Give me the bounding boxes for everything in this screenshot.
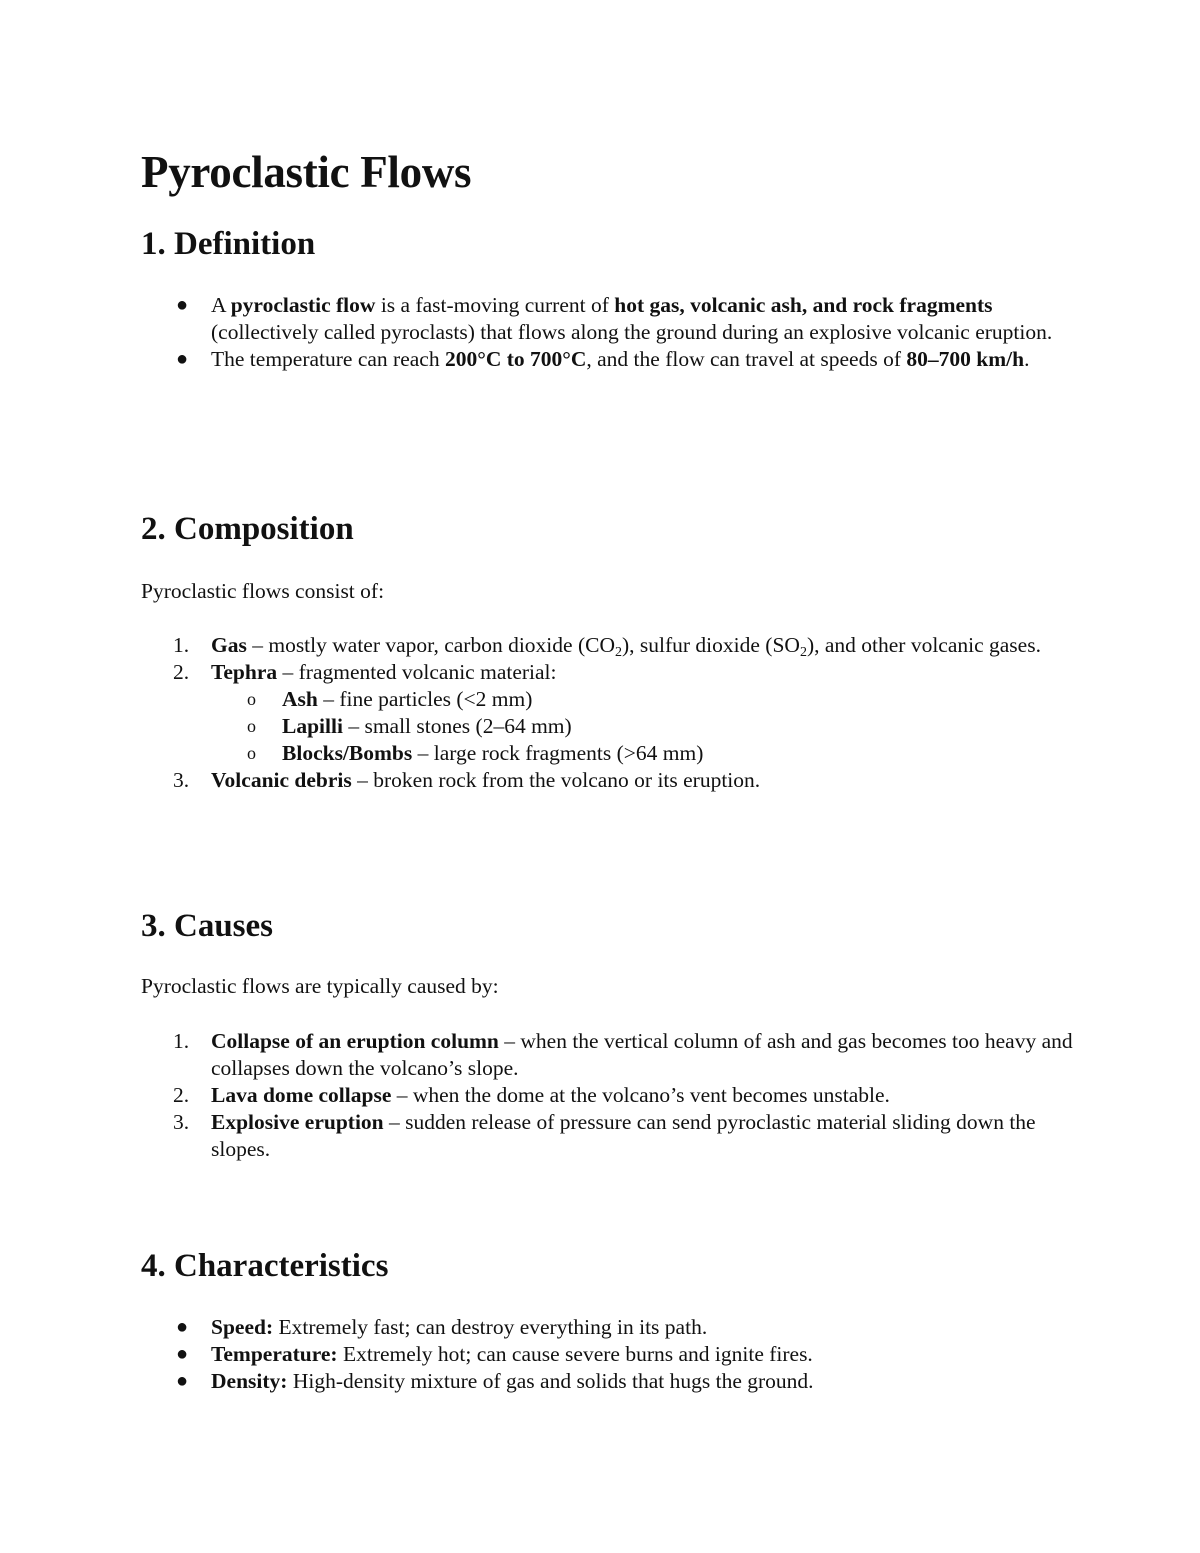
list-item: ● The temperature can reach 200°C to 700°C, and the flow can travel at speeds of 80–700 km/h. <box>176 347 1030 371</box>
list-item: 3. Explosive eruption – sudden release of pressure can send pyroclastic material sliding down the slopes. <box>173 1110 1036 1161</box>
circle-bullet-icon: o <box>247 689 256 709</box>
section-heading-characteristics: 4. Characteristics <box>141 1248 389 1284</box>
page-title: Pyroclastic Flows <box>141 147 472 197</box>
list-item: 1. Gas – mostly water vapor, carbon dioxide $(CO_2)$, sulfur dioxide $(SO_2)$, and other volcanic gases. <box>173 633 1041 660</box>
characteristics-list <box>0 1314 1200 1395</box>
bullet-icon: ● <box>176 1343 189 1365</box>
sub-list-item: o Ash – fine particles (<2 mm) <box>247 687 533 711</box>
list-item: ● Density: High-density mixture of gas and solids that hugs the ground. <box>176 1369 814 1393</box>
bullet-icon: ● <box>176 1316 189 1338</box>
list-item: 2. Tephra – fragmented volcanic material: <box>173 660 557 684</box>
sub-list-item: o Lapilli – small stones (2–64 mm) <box>247 714 572 738</box>
definition-list <box>0 292 1200 373</box>
bullet-icon: ● <box>176 294 189 316</box>
list-item: 2. Lava dome collapse – when the dome at the volcano’s vent becomes unstable. <box>173 1083 890 1107</box>
causes-list <box>0 1028 1200 1163</box>
sub-list-item: o Blocks/Bombs – large rock fragments (>64 mm) <box>247 741 704 765</box>
list-item: 1. Collapse of an eruption column – when the vertical column of ash and gas becomes too heavy and collapses down the volcano’s slope. <box>173 1029 1073 1080</box>
section-heading-definition: 1. Definition <box>141 226 316 262</box>
list-item: ● Temperature: Extremely hot; can cause severe burns and ignite fires. <box>176 1342 813 1366</box>
list-item: ● A pyroclastic flow is a fast-moving current of hot gas, volcanic ash, and rock fragments (collectively called pyroclasts) that flows along the ground during an explosive volcanic eruption. <box>176 293 1053 344</box>
section-heading-causes: 3. Causes <box>141 908 274 944</box>
circle-bullet-icon: o <box>247 743 256 763</box>
bullet-icon: ● <box>176 348 189 370</box>
composition-intro: Pyroclastic flows consist of: <box>141 579 385 603</box>
composition-list <box>0 632 1200 794</box>
list-item: 3. Volcanic debris – broken rock from the volcano or its eruption. <box>173 768 761 792</box>
bullet-icon: ● <box>176 1370 189 1392</box>
causes-intro: Pyroclastic flows are typically caused by: <box>141 974 499 998</box>
circle-bullet-icon: o <box>247 716 256 736</box>
list-item: ● Speed: Extremely fast; can destroy everything in its path. <box>176 1315 708 1339</box>
section-heading-composition: 2. Composition <box>141 511 354 547</box>
